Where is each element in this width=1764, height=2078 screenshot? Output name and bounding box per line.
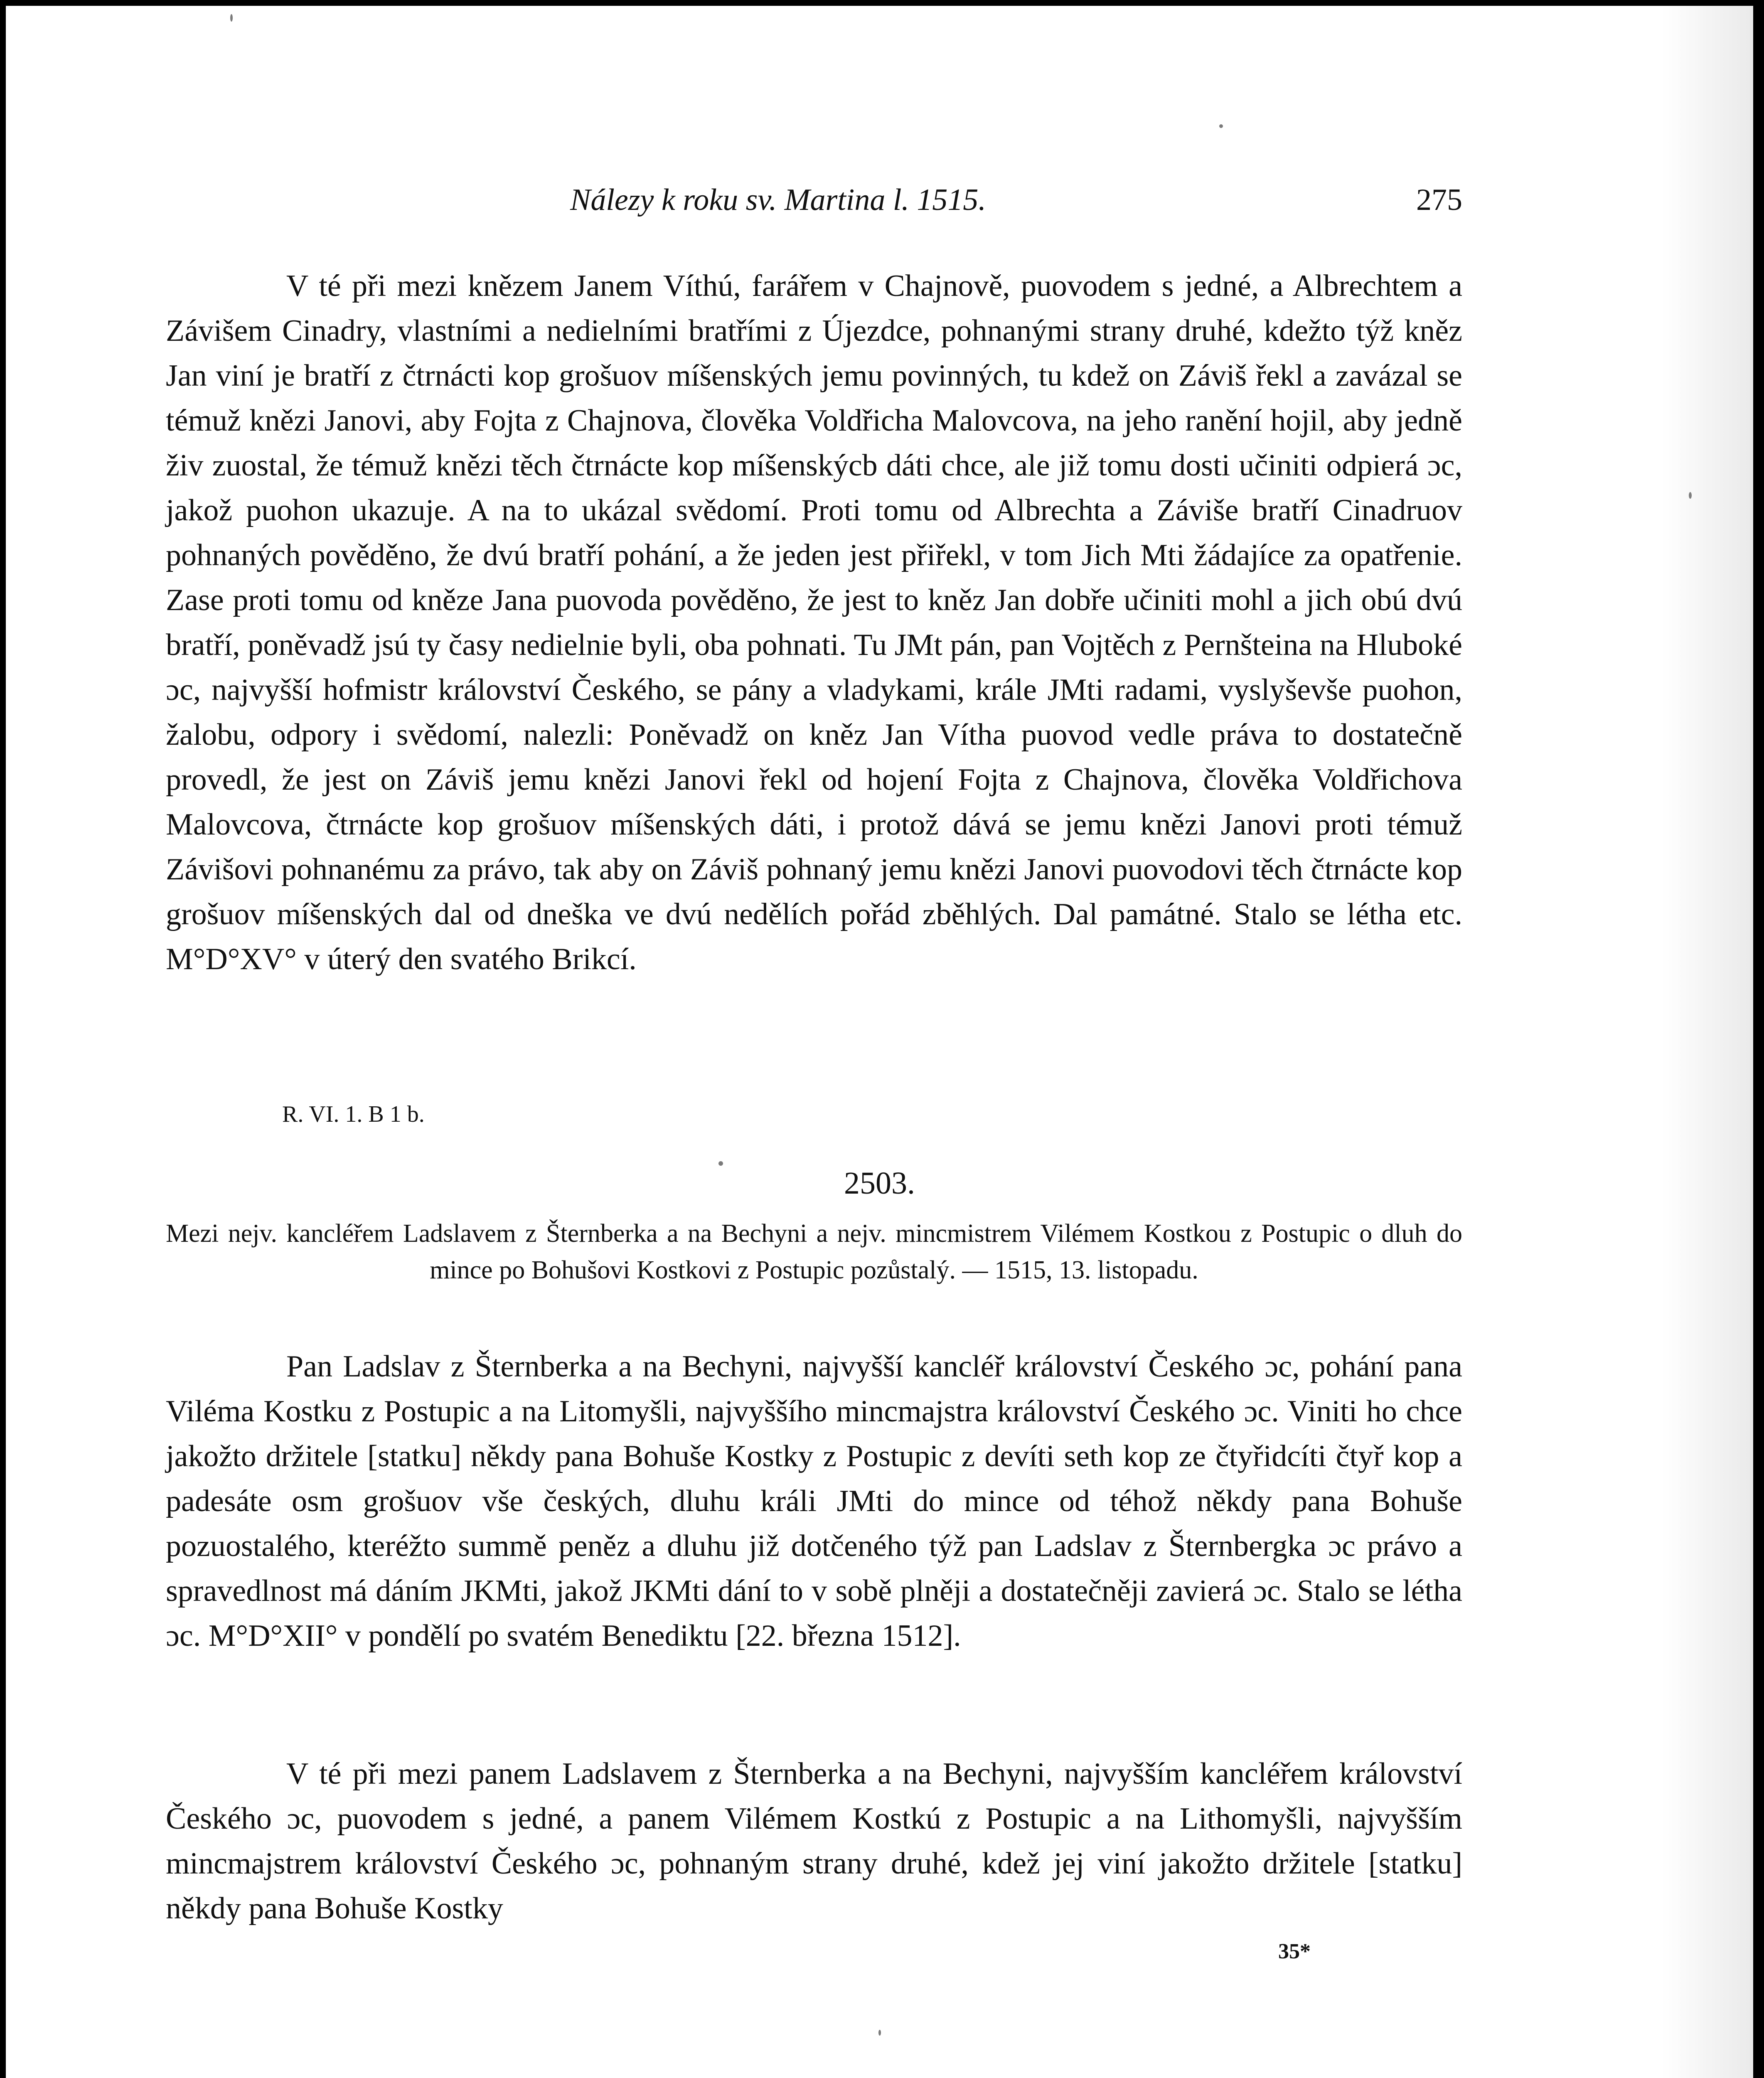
scan-speck [878,2030,881,2036]
source-reference: R. VI. 1. B 1 b. [282,1101,425,1127]
document-number: 2503. [844,1166,915,1201]
paragraph-summons: Pan Ladslav z Šternberka a na Bechyni, najvyšší kancléř království Českého ɔc, pohání pana Viléma Kostku z Postupic a na Litomyšli, najvyššího mincmajstra království Českého ɔc. Viniti ho chce jakožto držitele [statku] někdy pana Bohuše Kostky z Postupic z devíti seth kop ze čtyřidcíti čtyř kop a padesáte osm grošuov vše českých, dluhu králi JMti do mince od téhož někdy pana Bohuše pozuostalého, kteréžto summě peněz a dluhu již dotčeného týž pan Ladslav z Šternbergka ɔc právo a spravedlnost má dáním JKMti, jakož JKMti dání to v sobě plněji a dostatečněji zavierá ɔc. Stalo se létha ɔc. M°D°XII° v pondělí po svatém Benediktu [22. března 1512]. [166,1349,1462,1653]
page-header [6,182,1462,232]
signature-mark: 35* [1278,1940,1311,1963]
page-number: 275 [1416,183,1462,217]
book-page [6,6,1753,2078]
document-summary: Mezi nejv. kancléřem Ladslavem z Šternberka a na Bechyni a nejv. mincmistrem Vilémem Kostkou z Postupic o dluh do mince po Bohušovi Kostkovi z Postupic pozůstalý. — 1515, 13. listopadu. [166,1219,1462,1284]
running-title: Nálezy k roku sv. Martina l. 1515. [570,183,986,217]
scan-speck [718,1161,723,1166]
scan-edge-shading [1662,6,1753,2078]
scan-speck [230,14,233,22]
scan-speck [1219,124,1223,128]
paragraph-verdict-1515: V té při mezi knězem Janem Víthú, farářem v Chajnově, puovodem s jedné, a Albrechtem a Závišem Cinadry, vlastními a nedielními bratřími z Újezdce, pohnanými strany druhé, kdežto týž kněz Jan viní je bratří z čtrnácti kop grošuov míšenských jemu povinných, tu kdež on Záviš řekl a zavázal se témuž knězi Janovi, aby Fojta z Chajnova, člověka Voldřicha Malovcova, na jeho ranění hojil, aby jedně živ zuostal, že témuž knězi těch čtrnácte kop míšenskýcb dáti chce, ale již tomu dosti učiniti odpierá ɔc, jakož puohon ukazuje. A na to ukázal svědomí. Proti tomu od Albrechta a Záviše bratří Cinadruov pohnaných pověděno, že dvú bratří pohání, a že jeden jest přiřekl, v tom Jich Mti žádajíce za opatřenie. Zase proti tomu od kněze Jana puovoda pověděno, že jest to kněz Jan dobře učiniti mohl a jich obú dvú bratří, poněvadž jsú ty časy nedielnie byli, oba pohnati. Tu JMt pán, pan Vojtěch z Pernšteina na Hluboké ɔc, najvyšší hofmistr království Českého, se pány a vladykami, krále JMti radami, vyslyševše puohon, žalobu, odpory i svědomí, nalezli: Poněvadž on kněz Jan Vítha puovod vedle práva to dostatečně provedl, že jest on Záviš jemu knězi Janovi řekl od hojení Fojta z Chajnova, člověka Voldřichova Malovcova, čtrnácte kop grošuov míšenských dáti, i protož dává se jemu knězi Janovi proti témuž Závišovi pohnanému za právo, tak aby on Záviš pohnaný jemu knězi Janovi puovodovi těch čtrnácte kop grošuov míšenských dal od dneška ve dvú nedělích pořád zběhlých. Dal památné. Stalo se létha etc. M°D°XV° v úterý den svatého Brikcí. [166,269,1462,976]
paragraph-dispute: V té při mezi panem Ladslavem z Šternberka a na Bechyni, najvyšším kancléřem království Českého ɔc, puovodem s jedné, a panem Vilémem Kostkú z Postupic a na Lithomyšli, najvyšším mincmajstrem království Českého ɔc, pohnaným strany druhé, kdež jej viní jakožto držitele [statku] někdy pana Bohuše Kostky [166,1757,1462,1925]
